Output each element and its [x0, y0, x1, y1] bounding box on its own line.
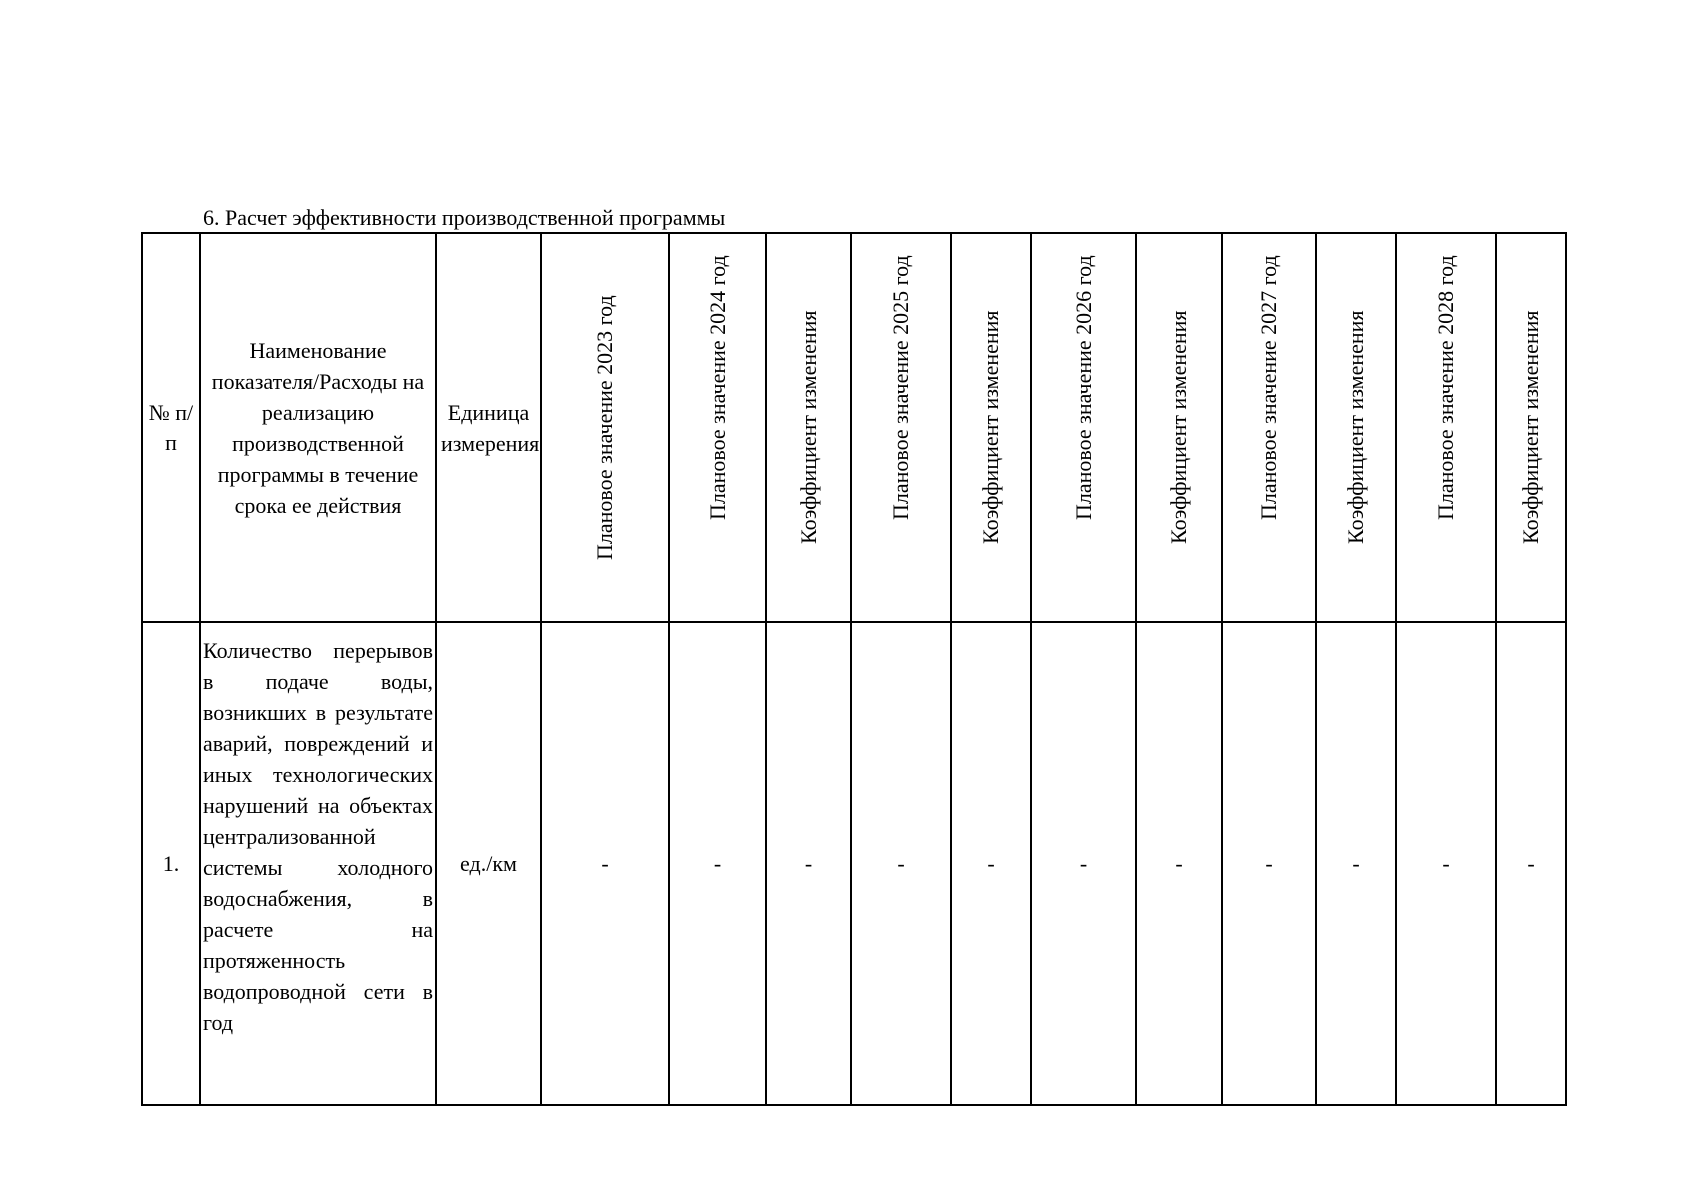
header-num: [142, 233, 200, 622]
header-plan-2023-label: Плановое значение 2023 год: [592, 295, 617, 560]
cell-plan-2024: -: [669, 622, 766, 1105]
cell-unit: ед./км: [436, 622, 541, 1105]
header-plan-2024-label: Плановое значение 2024 год: [704, 255, 730, 520]
cell-name: [200, 622, 436, 1105]
header-plan-2028: [1396, 233, 1496, 622]
header-coef-2028: [1496, 233, 1566, 622]
cell-plan-2027: -: [1222, 622, 1316, 1105]
header-plan-2025: [851, 233, 951, 622]
cell-plan-2025: -: [851, 622, 951, 1105]
header-plan-2024: [669, 233, 766, 622]
cell-plan-2026: -: [1031, 622, 1136, 1105]
header-num-label: № п/п: [148, 399, 194, 455]
cell-plan-2023: -: [541, 622, 669, 1105]
header-unit: [436, 233, 541, 622]
header-plan-2027: [1222, 233, 1316, 622]
header-unit-label: Единица измерения: [441, 399, 540, 456]
table-header-row: [142, 233, 1566, 622]
header-plan-2026: [1031, 233, 1136, 622]
header-plan-2025-label: Плановое значение 2025 год: [888, 255, 913, 520]
cell-coef-2026: -: [1136, 622, 1222, 1105]
header-plan-2026-label: Плановое значение 2026 год: [1070, 255, 1096, 520]
cell-num: 1.: [142, 622, 200, 1105]
header-coef-2025: [951, 233, 1031, 622]
cell-plan-2028: -: [1396, 622, 1496, 1105]
cell-name-text: Количество перерывов в подаче воды, возникших в результате аварий, повреждений и иных технологических нарушений на объектах централизованной системы холодного водоснабжения, в расчете на протяженность водопроводной сети в год: [203, 638, 433, 1035]
header-coef-2025-label: Коэффициент изменения: [978, 310, 1003, 545]
cell-coef-2025: -: [951, 622, 1031, 1105]
cell-coef-2028: -: [1496, 622, 1566, 1105]
header-plan-2027-label: Плановое значение 2027 год: [1256, 255, 1281, 520]
header-coef-2026: [1136, 233, 1222, 622]
header-coef-2024: [766, 233, 851, 622]
header-coef-2027: [1316, 233, 1396, 622]
efficiency-table: [141, 232, 1567, 1106]
header-plan-2023: [541, 233, 669, 622]
header-coef-2026-label: Коэффициент изменения: [1166, 310, 1191, 545]
table-row: [142, 622, 1566, 1105]
header-coef-2028-label: Коэффициент изменения: [1518, 310, 1543, 545]
header-plan-2028-label: Плановое значение 2028 год: [1433, 255, 1458, 520]
cell-coef-2027: -: [1316, 622, 1396, 1105]
cell-coef-2024: -: [766, 622, 851, 1105]
section-title: 6. Расчет эффективности производственной программы: [203, 205, 726, 230]
header-coef-2027-label: Коэффициент изменения: [1343, 310, 1368, 545]
header-coef-2024-label: Коэффициент изменения: [795, 310, 821, 545]
header-name: [200, 233, 436, 622]
header-name-label: Наименование показателя/Расходы на реализацию производственной программы в течение срока ее действия: [211, 337, 425, 518]
